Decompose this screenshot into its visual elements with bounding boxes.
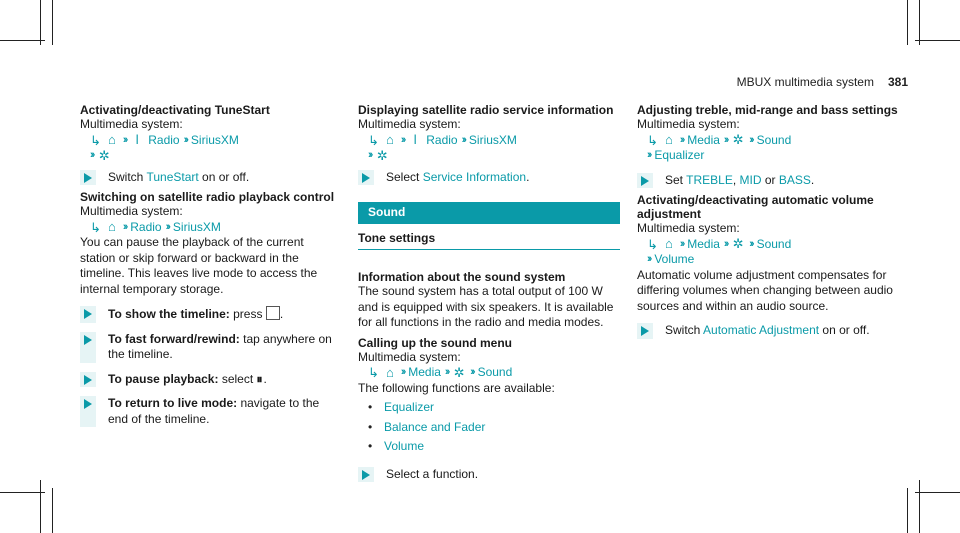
intro-text: Multimedia system: [358, 349, 461, 364]
list-item: • Equalizer [368, 400, 620, 416]
step-text: select [218, 371, 254, 386]
crop-mark [52, 0, 53, 45]
menu-path [637, 148, 899, 164]
crop-mark [919, 480, 920, 533]
crop-mark [919, 0, 920, 45]
page-header [737, 75, 908, 89]
step-title: To show the timeline: [108, 307, 230, 321]
triangle-bullet-icon [362, 470, 370, 480]
function-list [358, 400, 620, 455]
double-chevron-icon: ›› [165, 220, 169, 233]
step-text: Select [386, 169, 423, 184]
column-1 [80, 103, 342, 427]
home-icon: ⌂ [107, 219, 116, 235]
subsection-tone-settings: Tone settings [358, 231, 620, 251]
step [80, 332, 342, 363]
page-header-title: MBUX multimedia system [736, 75, 874, 89]
double-chevron-icon: ›› [749, 133, 753, 146]
heading-service-info: Displaying satellite radio service information [358, 103, 614, 117]
double-chevron-icon: ›› [679, 237, 684, 250]
triangle-bullet-icon [84, 173, 92, 183]
page-number: 381 [887, 75, 908, 89]
body-text: The sound system has a total output of 100 W and is equipped with six speakers. It is available for all functions in the radio and media modes. [358, 284, 614, 329]
double-chevron-icon: ›› [122, 133, 127, 146]
path-arrow-icon: ↳ [647, 132, 658, 148]
list-item: • Volume [368, 439, 620, 455]
heading-playback-control: Switching on satellite radio playback control [80, 190, 335, 204]
gear-icon: ✲ [376, 147, 388, 163]
section-title-sound: Sound [358, 202, 620, 224]
double-chevron-icon: ›› [723, 133, 728, 146]
path-item: Sound [756, 236, 792, 251]
double-chevron-icon: ›› [749, 237, 753, 250]
double-chevron-icon: ›› [368, 149, 372, 161]
menu-path [637, 133, 899, 149]
path-item: Radio [148, 132, 180, 147]
step-title: To pause playback: [108, 371, 219, 386]
triangle-bullet-icon [362, 173, 370, 183]
path-item: Media [687, 132, 720, 147]
intro-text: Multimedia system: [358, 117, 461, 131]
crop-mark [40, 0, 41, 45]
step [80, 170, 342, 186]
path-item: SiriusXM [190, 132, 239, 147]
step-text: tap anywhere on the timeline. [108, 331, 332, 361]
step [637, 173, 899, 189]
radio-antenna-icon: ǀ [135, 132, 139, 148]
body-text: You can pause the playback of the current station or skip forward or backward in the timeline. This leaves live mode to access the internal temporary storage. [80, 235, 318, 296]
step-text: on or off. [819, 323, 870, 337]
step [358, 170, 620, 186]
triangle-bullet-icon [84, 335, 92, 345]
menu-path [358, 148, 620, 164]
step [358, 467, 620, 483]
menu-path [358, 365, 620, 381]
double-chevron-icon: ›› [647, 253, 651, 265]
step: To pause playback: select ⏸. [80, 372, 342, 388]
home-icon: ⌂ [664, 236, 673, 252]
step-title: To fast forward/rewind: [108, 331, 240, 346]
path-arrow-icon: ↳ [368, 365, 379, 380]
timeline-icon [266, 306, 280, 320]
double-chevron-icon: ›› [647, 149, 651, 161]
body-text: The following functions are available: [358, 380, 555, 395]
body-text: Automatic volume adjustment compensates for differing volumes when changing between audio sources and within an audio source. [637, 267, 893, 313]
double-chevron-icon: ›› [679, 133, 684, 146]
path-arrow-icon: ↳ [90, 132, 101, 148]
step-text: Set [665, 172, 687, 187]
menu-path [358, 133, 620, 149]
path-item: Sound [477, 365, 513, 379]
menu-path [80, 220, 342, 236]
intro-text: Multimedia system: [637, 117, 740, 131]
double-chevron-icon: ›› [90, 149, 94, 161]
step-text: , [732, 172, 740, 187]
path-item: Volume [654, 252, 695, 266]
triangle-bullet-icon [641, 326, 649, 336]
double-chevron-icon: ›› [461, 133, 465, 146]
crop-mark [52, 488, 53, 533]
path-item: Radio [130, 219, 162, 234]
radio-antenna-icon: ǀ [413, 132, 417, 148]
double-chevron-icon: ›› [470, 366, 474, 378]
list-item: • Balance and Fader [368, 420, 620, 436]
step [637, 323, 899, 339]
crop-mark [907, 0, 908, 45]
crop-mark [907, 488, 908, 533]
treble-link: TREBLE [686, 172, 733, 187]
path-item: Radio [426, 132, 458, 147]
crop-mark [0, 40, 45, 41]
triangle-bullet-icon [84, 375, 92, 385]
automatic-adjustment-link: Automatic Adjustment [703, 323, 820, 337]
menu-path [637, 237, 899, 253]
path-item: Sound [756, 132, 792, 147]
home-icon: ⌂ [107, 132, 116, 148]
step-title: To return to live mode: [108, 396, 238, 410]
mid-link: MID [739, 172, 762, 187]
step-text: on or off. [198, 169, 250, 184]
step-text: press [229, 307, 263, 321]
gear-icon: ✲ [732, 132, 744, 148]
menu-path [80, 133, 342, 149]
step-text: Switch [108, 169, 147, 184]
heading-sound-menu: Calling up the sound menu [358, 335, 512, 350]
double-chevron-icon: ›› [183, 133, 187, 146]
triangle-bullet-icon [84, 309, 92, 319]
path-item: Media [408, 365, 441, 379]
path-item: Equalizer [654, 148, 705, 162]
pause-icon: ⏸ [256, 371, 264, 386]
double-chevron-icon: ›› [400, 133, 405, 146]
path-arrow-icon: ↳ [647, 236, 658, 252]
double-chevron-icon: ›› [444, 366, 449, 378]
triangle-bullet-icon [84, 399, 92, 409]
step-text: Switch [665, 323, 704, 337]
column-3 [637, 103, 899, 339]
intro-text: Multimedia system: [80, 204, 183, 218]
home-icon: ⌂ [385, 364, 394, 380]
step-text: . [810, 172, 815, 187]
home-icon: ⌂ [385, 132, 394, 148]
step-text: Select a function. [386, 466, 479, 481]
step: To show the timeline: press . [80, 306, 342, 323]
crop-mark [40, 480, 41, 533]
menu-path [637, 252, 899, 268]
path-arrow-icon: ↳ [368, 132, 379, 148]
intro-text: Multimedia system: [80, 117, 183, 131]
step-text: . [526, 169, 530, 184]
path-item: SiriusXM [468, 132, 517, 147]
path-item: Media [687, 236, 720, 251]
double-chevron-icon: ›› [723, 237, 728, 250]
path-item: SiriusXM [172, 219, 221, 234]
double-chevron-icon: ›› [122, 220, 127, 233]
heading-treble-mid-bass: Adjusting treble, mid-range and bass settings [637, 103, 898, 117]
path-arrow-icon: ↳ [90, 219, 101, 235]
step-text: or [761, 172, 779, 187]
service-information-link: Service Information [422, 169, 527, 184]
double-chevron-icon: ›› [400, 366, 405, 378]
gear-icon: ✲ [453, 364, 465, 380]
heading-tunestart: Activating/deactivating TuneStart [80, 103, 270, 117]
column-2 [358, 103, 620, 482]
gear-icon: ✲ [732, 236, 744, 252]
intro-text: Multimedia system: [637, 221, 740, 235]
step [80, 396, 342, 427]
heading-sound-system-info: Information about the sound system [358, 270, 566, 284]
triangle-bullet-icon [641, 176, 649, 186]
crop-mark [915, 492, 960, 493]
home-icon: ⌂ [664, 132, 673, 148]
step-text: navigate to the end of the timeline. [108, 396, 320, 426]
heading-auto-volume: Activating/deactivating automatic volume adjustment [637, 193, 874, 221]
gear-icon: ✲ [98, 147, 110, 163]
crop-mark [0, 492, 45, 493]
bass-link: BASS [778, 172, 811, 187]
menu-path [80, 148, 342, 164]
tunestart-link: TuneStart [146, 169, 199, 184]
crop-mark [915, 40, 960, 41]
